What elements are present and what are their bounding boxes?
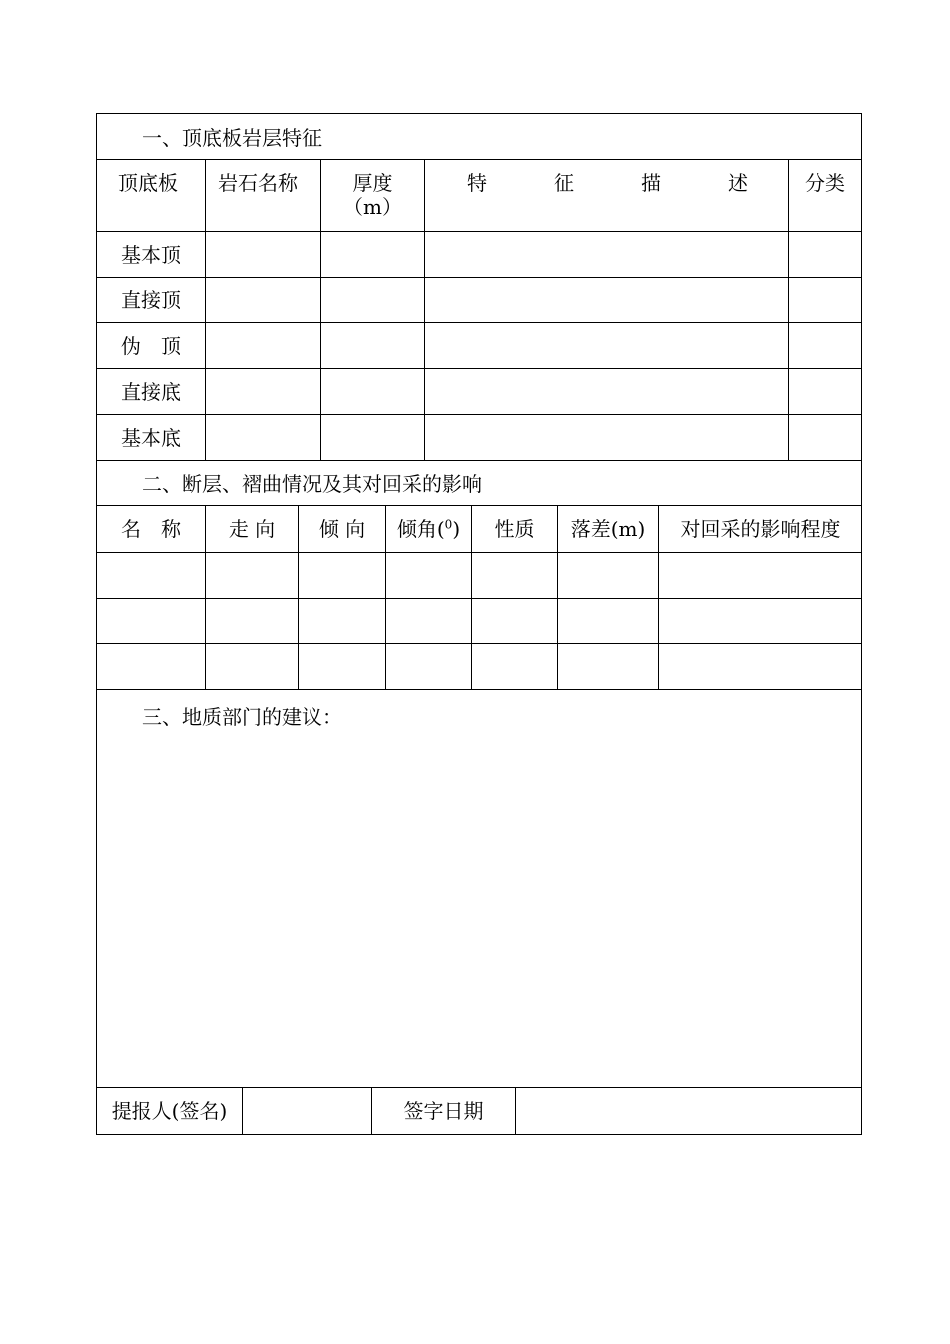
row-label: 伪 顶: [97, 323, 206, 369]
header-impact: 对回采的影响程度: [659, 506, 862, 553]
fault-name-input[interactable]: [97, 553, 206, 599]
row-label: 直接顶: [97, 278, 206, 323]
rock-name-input[interactable]: [206, 415, 321, 461]
header-strike: 走 向: [206, 506, 299, 553]
header-rock-name: 岩石名称: [206, 160, 321, 232]
feature-input[interactable]: [425, 232, 789, 278]
feature-input[interactable]: [425, 415, 789, 461]
section3-title: 三、地质部门的建议：: [142, 705, 342, 729]
throw-input[interactable]: [558, 599, 659, 644]
category-input[interactable]: [789, 232, 862, 278]
category-input[interactable]: [789, 323, 862, 369]
dip-angle-input[interactable]: [386, 599, 472, 644]
strike-input[interactable]: [206, 599, 299, 644]
header-dip-angle: 倾角($^0$): [386, 506, 472, 553]
header-thickness: 厚度 （m）: [321, 160, 425, 232]
row-label: 基本底: [97, 415, 206, 461]
strike-input[interactable]: [206, 553, 299, 599]
section2-title-row: [97, 461, 862, 506]
date-label: 签字日期: [372, 1088, 516, 1134]
nature-input[interactable]: [472, 599, 558, 644]
feature-input[interactable]: [425, 323, 789, 369]
date-input[interactable]: [516, 1088, 862, 1134]
dip-angle-input[interactable]: [386, 553, 472, 599]
throw-input[interactable]: [558, 553, 659, 599]
header-feature-description: 特 征 描 述: [425, 160, 789, 232]
dip-direction-input[interactable]: [299, 644, 386, 690]
reporter-signature-input[interactable]: [243, 1088, 372, 1134]
header-fault-name: 名 称: [97, 506, 206, 553]
header-plate: 顶底板: [97, 160, 206, 232]
thickness-input[interactable]: [321, 369, 425, 415]
reporter-label: 提报人(签名): [97, 1088, 243, 1134]
dip-direction-input[interactable]: [299, 599, 386, 644]
thickness-input[interactable]: [321, 323, 425, 369]
category-input[interactable]: [789, 369, 862, 415]
header-dip-direction: 倾 向: [299, 506, 386, 553]
rock-name-input[interactable]: [206, 323, 321, 369]
header-throw: 落差(m): [558, 506, 659, 553]
section2-title: 二、断层、褶曲情况及其对回采的影响: [142, 472, 482, 496]
geology-form: [96, 113, 862, 1135]
category-input[interactable]: [789, 415, 862, 461]
dip-direction-input[interactable]: [299, 553, 386, 599]
row-label: 直接底: [97, 369, 206, 415]
thickness-input[interactable]: [321, 232, 425, 278]
thickness-input[interactable]: [321, 415, 425, 461]
section1-title: 一、顶底板岩层特征: [142, 126, 322, 150]
fault-name-input[interactable]: [97, 599, 206, 644]
rock-name-input[interactable]: [206, 232, 321, 278]
row-label: 基本顶: [97, 232, 206, 278]
rock-name-input[interactable]: [206, 369, 321, 415]
dip-angle-input[interactable]: [386, 644, 472, 690]
category-input[interactable]: [789, 278, 862, 323]
nature-input[interactable]: [472, 644, 558, 690]
nature-input[interactable]: [472, 553, 558, 599]
strike-input[interactable]: [206, 644, 299, 690]
suggestions-area[interactable]: [97, 690, 862, 1088]
rock-name-input[interactable]: [206, 278, 321, 323]
impact-input[interactable]: [659, 599, 862, 644]
impact-input[interactable]: [659, 553, 862, 599]
feature-input[interactable]: [425, 278, 789, 323]
feature-input[interactable]: [425, 369, 789, 415]
header-nature: 性质: [472, 506, 558, 553]
section1-title-row: [97, 114, 862, 160]
thickness-input[interactable]: [321, 278, 425, 323]
impact-input[interactable]: [659, 644, 862, 690]
throw-input[interactable]: [558, 644, 659, 690]
header-category: 分类: [789, 160, 862, 232]
fault-name-input[interactable]: [97, 644, 206, 690]
